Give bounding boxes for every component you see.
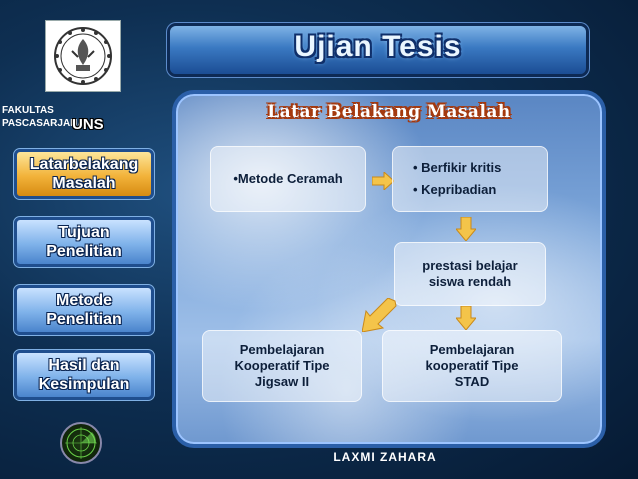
flow-box-text-kepribadian: • Kepribadian — [413, 182, 497, 197]
title-bar — [170, 26, 586, 74]
sidebar-item-label: Hasil dan Kesimpulan — [38, 357, 130, 393]
university-seal-icon — [46, 21, 120, 91]
flow-box-text-berfikir: • Berfikir kritis — [413, 160, 502, 175]
sidebar-item-tujuan[interactable] — [14, 217, 154, 267]
flow-box-jigsaw — [202, 330, 362, 402]
sidebar-item-label: Tujuan Penelitian — [46, 224, 122, 260]
university-logo — [45, 20, 121, 92]
sidebar-item-label: Metode Penelitian — [46, 292, 122, 328]
flow-box-text: prestasi belajar siswa rendah — [422, 258, 518, 289]
arrow-diagonal-icon — [362, 298, 398, 332]
section-title: Latar Belakang Masalah — [267, 102, 511, 122]
flow-box-skills — [392, 146, 548, 212]
content-panel — [172, 90, 606, 448]
flow-box-text: Pembelajaran Kooperatif Tipe Jigsaw II — [234, 342, 330, 389]
flow-box-stad — [382, 330, 562, 402]
sidebar-item-latarbelakang[interactable] — [14, 149, 154, 199]
faculty-label: FAKULTAS PASCASARJANA — [2, 105, 85, 129]
arrow-down-icon — [456, 217, 476, 241]
flow-box-prestasi — [394, 242, 546, 306]
arrow-down-icon — [456, 306, 476, 330]
author-name: LAXMI ZAHARA — [333, 450, 437, 464]
sidebar-item-metode[interactable] — [14, 285, 154, 335]
arrow-right-icon — [372, 172, 394, 190]
flow-box-metode — [210, 146, 366, 212]
page-title: Ujian Tesis — [294, 30, 462, 63]
sidebar-item-label: Latarbelakang Masalah — [29, 156, 139, 192]
radar-clock-icon[interactable] — [60, 422, 102, 464]
sidebar-item-hasil[interactable] — [14, 350, 154, 400]
flow-box-text: •Metode Ceramah — [233, 171, 343, 186]
university-name: UNS — [72, 116, 104, 133]
flow-box-text: Pembelajaran kooperatif Tipe STAD — [425, 342, 519, 389]
